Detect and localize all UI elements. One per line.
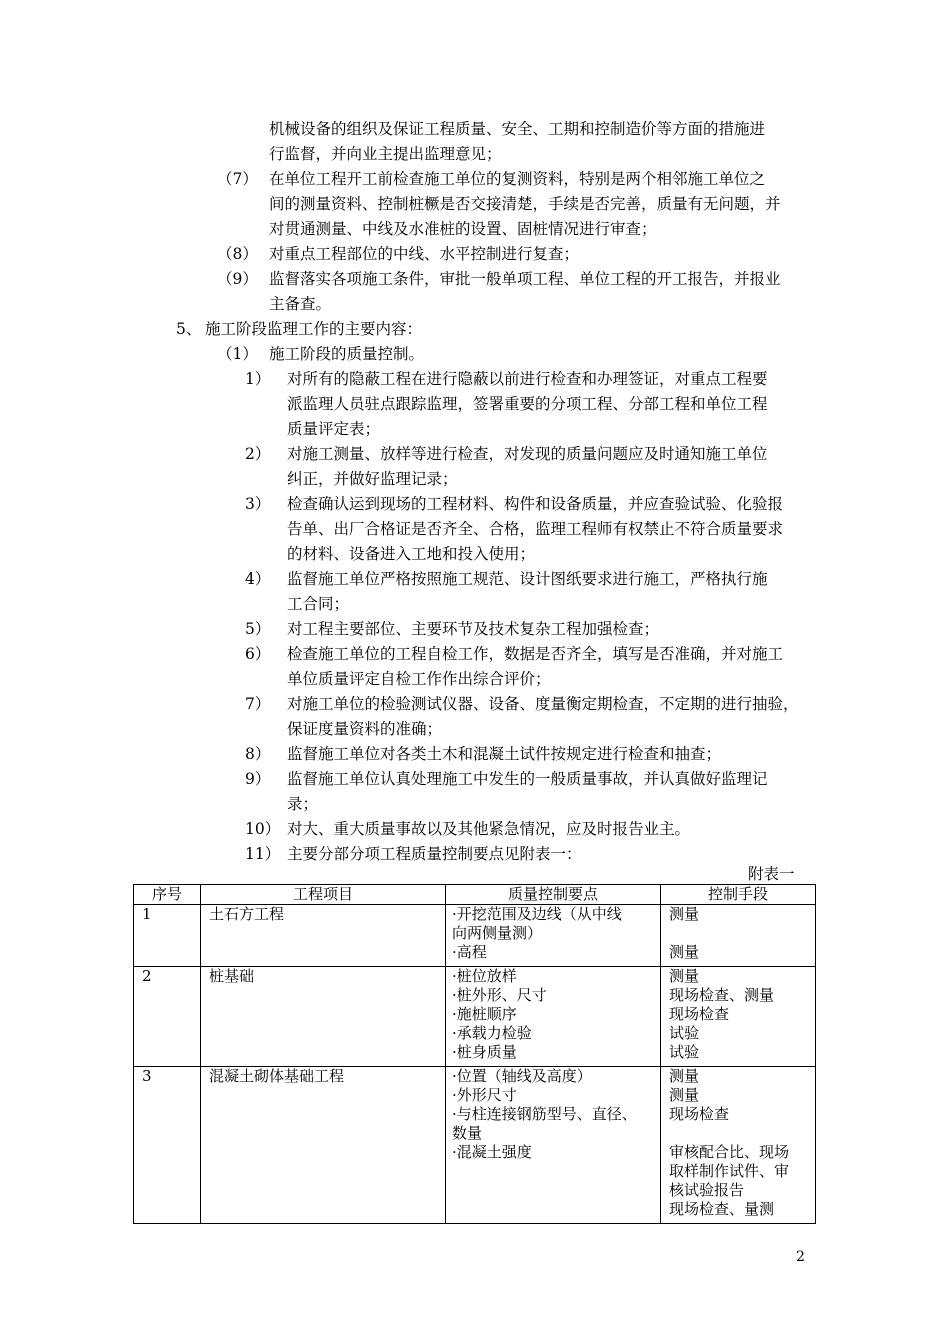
cell-means xyxy=(661,967,816,1067)
item-b-2-line: 纠正，并做好监理记录； xyxy=(287,470,458,488)
point: ·桩位放样 xyxy=(452,967,517,985)
cell-points xyxy=(446,905,661,967)
cell-means xyxy=(661,1067,816,1224)
sub-1-marker: （1） xyxy=(217,345,258,363)
item-b-10-marker: 10） xyxy=(245,820,281,838)
page-number: 2 xyxy=(796,1249,805,1265)
header-no: 序号 xyxy=(134,885,201,905)
point: ·高程 xyxy=(452,943,487,961)
cell-no: 3 xyxy=(134,1067,201,1224)
item-b-9-line: 录； xyxy=(287,795,319,813)
item-b-8-marker: 8） xyxy=(245,745,271,763)
item-b-2-marker: 2） xyxy=(245,445,271,463)
spacer xyxy=(669,1124,815,1143)
intro-line-2: 行监督，并向业主提出监理意见； xyxy=(269,145,502,163)
sub-1-title: 施工阶段的质量控制。 xyxy=(269,345,425,363)
item-8-marker: （8） xyxy=(217,245,258,263)
section-5-title: 施工阶段监理工作的主要内容： xyxy=(205,320,423,338)
item-8-line: 对重点工程部位的中线、水平控制进行复查； xyxy=(269,245,580,263)
mean: 现场检查 xyxy=(669,1005,730,1023)
header-points: 质量控制要点 xyxy=(446,885,661,905)
mean: 取样制作试件、审 xyxy=(669,1162,790,1180)
item-9-line: 主备查。 xyxy=(269,295,332,313)
table-caption: 附表一 xyxy=(748,865,795,883)
table-row xyxy=(134,967,816,1067)
quality-control-table xyxy=(133,884,816,1224)
item-b-7-line: 对施工单位的检验测试仪器、设备、度量衡定期检查，不定期的进行抽验， xyxy=(287,695,799,713)
cell-no: 1 xyxy=(134,905,201,967)
item-b-4-line: 监督施工单位严格按照施工规范、设计图纸要求进行施工，严格执行施 xyxy=(287,570,768,588)
mean: 现场检查、测量 xyxy=(669,986,775,1004)
header-means: 控制手段 xyxy=(661,885,816,905)
point: ·承载力检验 xyxy=(452,1024,532,1042)
item-b-1-line: 派监理人员驻点跟踪监理，签署重要的分项工程、分部工程和单位工程 xyxy=(287,395,768,413)
item-b-1-line: 质量评定表； xyxy=(287,420,381,438)
item-b-9-line: 监督施工单位认真处理施工中发生的一般质量事故，并认真做好监理记 xyxy=(287,770,768,788)
item-b-11-marker: 11） xyxy=(245,845,281,863)
section-5-marker: 5、 xyxy=(176,320,202,338)
cell-project: 桩基础 xyxy=(201,967,446,1067)
mean: 测量 xyxy=(669,943,700,961)
cell-points xyxy=(446,967,661,1067)
intro-line-1: 机械设备的组织及保证工程质量、安全、工期和控制造价等方面的措施进 xyxy=(269,120,766,138)
mean: 现场检查 xyxy=(669,1105,730,1123)
cell-no: 2 xyxy=(134,967,201,1067)
point: ·施桩顺序 xyxy=(452,1005,517,1023)
cell-points xyxy=(446,1067,661,1224)
table-header-row xyxy=(134,885,816,905)
item-7-line: 对贯通测量、中线及水准桩的设置、固桩情况进行审查； xyxy=(269,220,657,238)
mean: 试验 xyxy=(669,1043,700,1061)
item-b-7-marker: 7） xyxy=(245,695,271,713)
item-b-5-line: 对工程主要部位、主要环节及技术复杂工程加强检查； xyxy=(287,620,660,638)
item-9-line: 监督落实各项施工条件，审批一般单项工程、单位工程的开工报告，并报业 xyxy=(269,270,781,288)
point: ·开挖范围及边线（从中线 xyxy=(452,905,622,923)
header-project: 工程项目 xyxy=(201,885,446,905)
mean: 测量 xyxy=(669,967,700,985)
item-b-7-line: 保证度量资料的准确； xyxy=(287,720,443,738)
item-b-4-marker: 4） xyxy=(245,570,271,588)
cell-project: 混凝土砌体基础工程 xyxy=(201,1067,446,1224)
point: 数量 xyxy=(452,1124,483,1142)
item-7-marker: （7） xyxy=(217,170,258,188)
item-b-1-marker: 1） xyxy=(245,370,271,388)
item-9-marker: （9） xyxy=(217,270,258,288)
item-b-3-marker: 3） xyxy=(245,495,271,513)
item-b-6-line: 检查施工单位的工程自检工作，数据是否齐全，填写是否准确，并对施工 xyxy=(287,645,784,663)
point: ·与柱连接钢筋型号、直径、 xyxy=(452,1105,637,1123)
point: 向两侧量测） xyxy=(452,924,543,942)
mean: 审核配合比、现场 xyxy=(669,1143,790,1161)
item-7-line: 间的测量资料、控制桩橛是否交接清楚，手续是否完善，质量有无问题，并 xyxy=(269,195,781,213)
mean: 试验 xyxy=(669,1024,700,1042)
item-b-3-line: 检查确认运到现场的工程材料、构件和设备质量，并应查验试验、化验报 xyxy=(287,495,784,513)
item-b-3-line: 的材料、设备进入工地和投入使用； xyxy=(287,545,536,563)
mean: 现场检查、量测 xyxy=(669,1200,775,1218)
spacer xyxy=(669,924,815,943)
item-b-1-line: 对所有的隐蔽工程在进行隐蔽以前进行检查和办理签证，对重点工程要 xyxy=(287,370,768,388)
item-b-6-marker: 6） xyxy=(245,645,271,663)
item-b-2-line: 对施工测量、放样等进行检查，对发现的质量问题应及时通知施工单位 xyxy=(287,445,768,463)
item-b-4-line: 工合同； xyxy=(287,595,350,613)
item-b-5-marker: 5） xyxy=(245,620,271,638)
point: ·位置（轴线及高度） xyxy=(452,1067,592,1085)
mean: 核试验报告 xyxy=(669,1181,745,1199)
point: ·桩外形、尺寸 xyxy=(452,986,547,1004)
table-row xyxy=(134,1067,816,1224)
item-b-3-line: 告单、出厂合格证是否齐全、合格，监理工程师有权禁止不符合质量要求 xyxy=(287,520,784,538)
item-7-line: 在单位工程开工前检查施工单位的复测资料，特别是两个相邻施工单位之 xyxy=(269,170,766,188)
cell-means xyxy=(661,905,816,967)
point: ·桩身质量 xyxy=(452,1043,517,1061)
item-b-6-line: 单位质量评定自检工作作出综合评价； xyxy=(287,670,551,688)
item-b-11-line: 主要分部分项工程质量控制要点见附表一： xyxy=(287,845,582,863)
item-b-9-marker: 9） xyxy=(245,770,271,788)
mean: 测量 xyxy=(669,1086,700,1104)
mean: 测量 xyxy=(669,905,700,923)
table-row xyxy=(134,905,816,967)
mean: 测量 xyxy=(669,1067,700,1085)
point: ·外形尺寸 xyxy=(452,1086,517,1104)
cell-project: 土石方工程 xyxy=(201,905,446,967)
item-b-10-line: 对大、重大质量事故以及其他紧急情况，应及时报告业主。 xyxy=(287,820,691,838)
point: ·混凝土强度 xyxy=(452,1143,532,1161)
item-b-8-line: 监督施工单位对各类土木和混凝土试件按规定进行检查和抽查； xyxy=(287,745,722,763)
